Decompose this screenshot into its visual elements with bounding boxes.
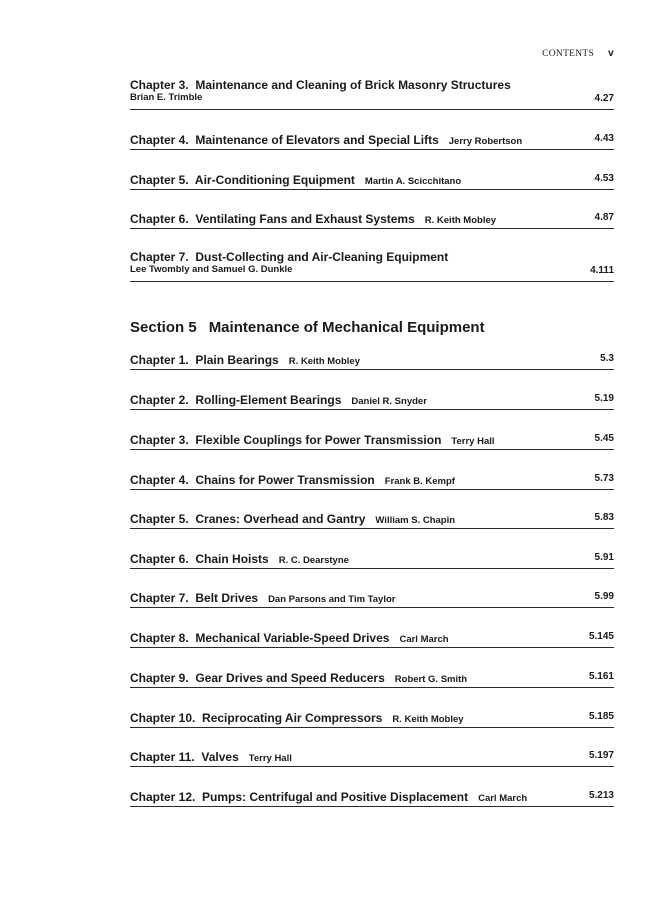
chapter-title-line: Chapter 12. Pumps: Centrifugal and Positive Displacement: [130, 790, 469, 804]
chapter-author: Martin A. Scicchitano: [364, 176, 462, 187]
toc-entry[interactable]: [130, 748, 614, 767]
chapter-title-line: Chapter 4. Chains for Power Transmission: [130, 473, 375, 487]
toc-entry[interactable]: [130, 550, 614, 569]
page-number: 4.87: [594, 212, 614, 223]
section-heading: [130, 319, 485, 336]
page-number: 5.145: [588, 631, 614, 642]
chapter-title-line: Chapter 3. Maintenance and Cleaning of Brick Masonry Structures: [130, 78, 511, 92]
chapter-author: Carl March: [478, 793, 528, 804]
toc-entry[interactable]: [130, 709, 614, 728]
chapter-title-line: Chapter 1. Plain Bearings: [130, 353, 279, 367]
chapter-author: Brian E. Trimble: [130, 92, 203, 103]
chapter-author: R. C. Dearstyne: [278, 555, 349, 566]
page-number: 5.73: [594, 473, 614, 484]
chapter-title-line: Chapter 8. Mechanical Variable-Speed Drives: [130, 631, 390, 645]
chapter-title-line: Chapter 11. Valves: [130, 750, 239, 764]
chapter-title-line: Chapter 7. Dust-Collecting and Air-Cleaning Equipment: [130, 250, 449, 264]
toc-entry[interactable]: [130, 250, 614, 282]
toc-entry[interactable]: [130, 510, 614, 529]
chapter-title-line: Chapter 4. Maintenance of Elevators and Special Lifts: [130, 133, 439, 147]
page-number: 4.43: [594, 133, 614, 144]
chapter-title-line: Chapter 7. Belt Drives: [130, 591, 259, 605]
chapter-author: Robert G. Smith: [394, 674, 468, 685]
toc-entry[interactable]: [130, 788, 614, 807]
chapter-title-line: Chapter 6. Chain Hoists: [130, 552, 269, 566]
page-number: 5.99: [594, 591, 614, 602]
chapter-author: Dan Parsons and Tim Taylor: [268, 594, 396, 605]
section-title: Maintenance of Mechanical Equipment: [208, 319, 485, 336]
chapter-title-line: Chapter 3. Flexible Couplings for Power Transmission: [130, 433, 442, 447]
page-number: 4.53: [594, 173, 614, 184]
page-number: 5.83: [594, 512, 614, 523]
toc-entry[interactable]: [130, 210, 614, 229]
section-label: Section 5: [130, 319, 197, 336]
page-number: 4.27: [594, 93, 614, 104]
toc-entry[interactable]: [130, 391, 614, 410]
page-number: 5.185: [588, 711, 614, 722]
toc-entry[interactable]: [130, 351, 614, 370]
toc-entry[interactable]: [130, 171, 614, 190]
toc-entry[interactable]: [130, 629, 614, 648]
chapter-title-line: Chapter 6. Ventilating Fans and Exhaust Systems: [130, 212, 415, 226]
running-head: [542, 48, 614, 59]
page-number: 5.45: [594, 433, 614, 444]
page-number: 5.161: [588, 671, 614, 682]
chapter-title-line: Chapter 10. Reciprocating Air Compressors: [130, 711, 383, 725]
chapter-title-line: Chapter 5. Cranes: Overhead and Gantry: [130, 512, 366, 526]
chapter-author: Daniel R. Snyder: [351, 396, 427, 407]
page-number: 5.197: [588, 750, 614, 761]
toc-entry[interactable]: [130, 589, 614, 608]
toc-entry[interactable]: [130, 669, 614, 688]
toc-entry[interactable]: [130, 431, 614, 450]
page-number: 5.19: [594, 393, 614, 404]
running-head-label: CONTENTS: [542, 49, 595, 59]
chapter-author: William S. Chapin: [375, 515, 456, 526]
chapter-author: Frank B. Kempf: [384, 476, 455, 487]
chapter-author: R. Keith Mobley: [424, 215, 497, 226]
page-number: 5.3: [600, 353, 614, 364]
page-number: 5.213: [588, 790, 614, 801]
chapter-title-line: Chapter 2. Rolling-Element Bearings: [130, 393, 342, 407]
chapter-author: Carl March: [399, 634, 449, 645]
chapter-title-line: Chapter 9. Gear Drives and Speed Reducers: [130, 671, 385, 685]
chapter-author: Terry Hall: [248, 753, 292, 764]
chapter-author: R. Keith Mobley: [288, 356, 360, 367]
toc-entry[interactable]: [130, 78, 614, 110]
chapter-title-line: Chapter 5. Air-Conditioning Equipment: [130, 173, 355, 187]
chapter-author: Lee Twombly and Samuel G. Dunkle: [130, 264, 293, 275]
page-number: 5.91: [594, 552, 614, 563]
page-number: 4.111: [590, 265, 614, 276]
page-folio: v: [608, 48, 614, 59]
chapter-author: Jerry Robertson: [448, 136, 523, 147]
toc-entry[interactable]: [130, 131, 614, 150]
toc-entry[interactable]: [130, 471, 614, 490]
chapter-author: R. Keith Mobley: [392, 714, 464, 725]
chapter-author: Terry Hall: [451, 436, 495, 447]
